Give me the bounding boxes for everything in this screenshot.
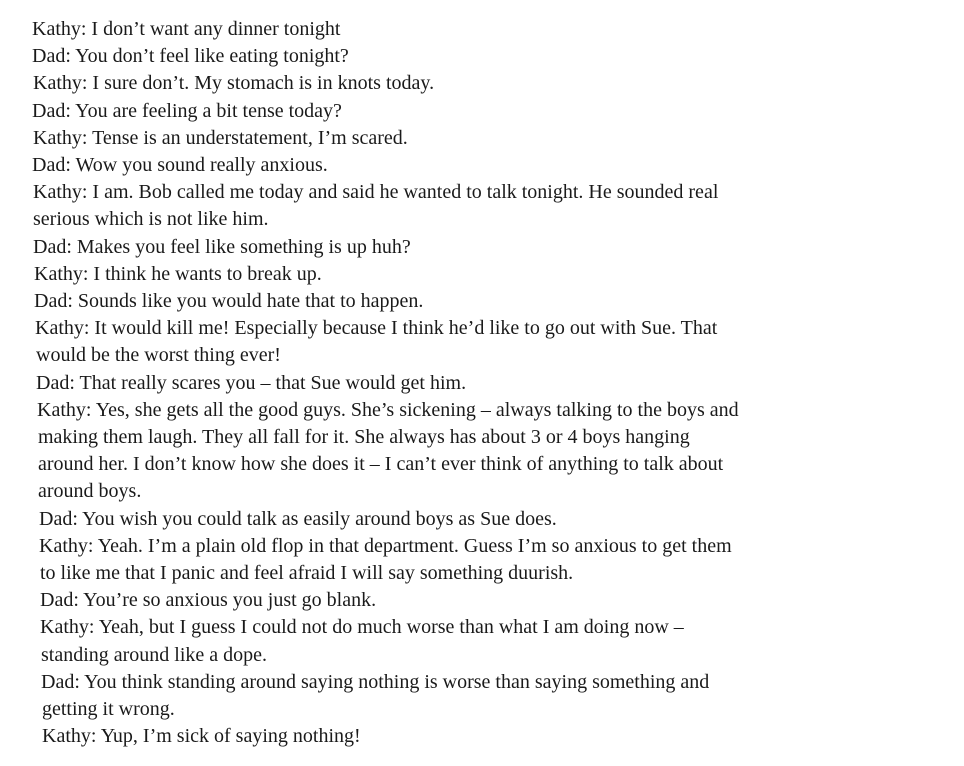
transcript-line: Dad: Wow you sound really anxious. — [32, 154, 328, 177]
transcript-line: Kathy: I am. Bob called me today and said he wanted to talk tonight. He sounded real — [33, 181, 719, 204]
transcript-line: getting it wrong. — [42, 698, 175, 721]
transcript-line: standing around like a dope. — [41, 643, 268, 666]
transcript-line: Kathy: I sure don’t. My stomach is in knots today. — [33, 72, 435, 95]
transcript-line: Dad: You are feeling a bit tense today? — [32, 99, 342, 122]
dialogue-transcript — [32, 16, 932, 750]
transcript-line: making them laugh. They all fall for it. She always has about 3 or 4 boys hanging — [38, 426, 690, 449]
transcript-line: to like me that I panic and feel afraid I will say something duurish. — [40, 562, 574, 585]
transcript-line: Kathy: Yeah, but I guess I could not do much worse than what I am doing now – — [40, 616, 684, 639]
transcript-line: Kathy: Yeah. I’m a plain old flop in that department. Guess I’m so anxious to get them — [39, 534, 732, 557]
transcript-line: Dad: Sounds like you would hate that to happen. — [34, 290, 424, 313]
transcript-line: Dad: You wish you could talk as easily around boys as Sue does. — [39, 507, 557, 530]
transcript-line: Dad: You’re so anxious you just go blank. — [40, 589, 377, 612]
transcript-line: Kathy: It would kill me! Especially because I think he’d like to go out with Sue. That — [35, 317, 718, 340]
transcript-line: Kathy: Yup, I’m sick of saying nothing! — [42, 725, 361, 748]
transcript-line: Kathy: Tense is an understatement, I’m scared. — [33, 126, 408, 149]
transcript-line: serious which is not like him. — [33, 208, 269, 231]
transcript-line: around boys. — [38, 480, 142, 503]
transcript-line: Dad: You don’t feel like eating tonight? — [32, 45, 349, 68]
transcript-line: would be the worst thing ever! — [36, 344, 281, 367]
transcript-line: around her. I don’t know how she does it – I can’t ever think of anything to talk about — [38, 453, 724, 476]
transcript-line: Kathy: Yes, she gets all the good guys. She’s sickening – always talking to the boys and — [37, 398, 739, 421]
transcript-line: Kathy: I don’t want any dinner tonight — [32, 18, 341, 40]
transcript-line: Dad: Makes you feel like something is up huh? — [33, 235, 411, 258]
transcript-line: Dad: You think standing around saying nothing is worse than saying something and — [41, 670, 710, 693]
transcript-line: Kathy: I think he wants to break up. — [34, 262, 322, 285]
transcript-line: Dad: That really scares you – that Sue would get him. — [36, 371, 467, 394]
